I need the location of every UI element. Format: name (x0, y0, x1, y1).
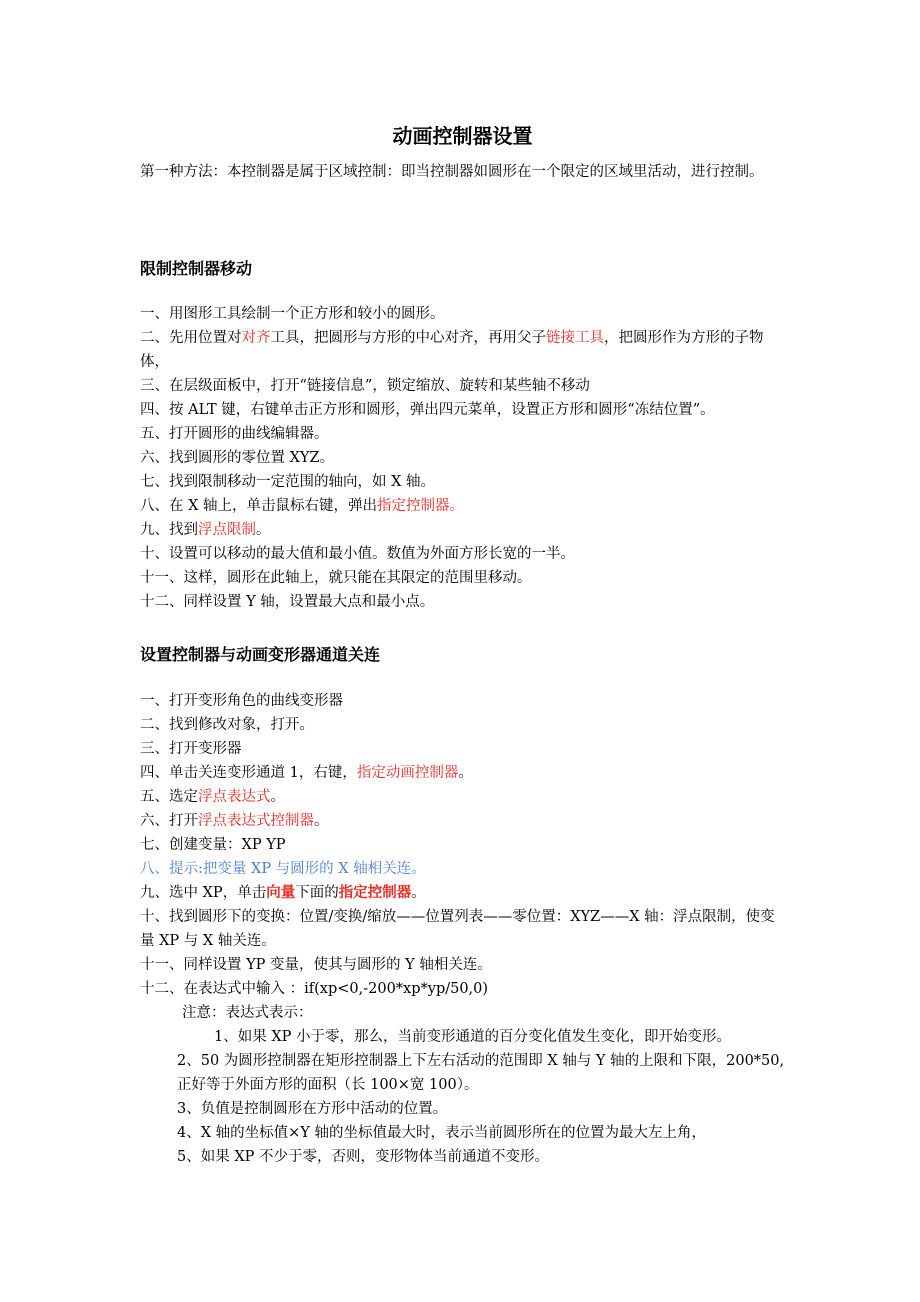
highlight-text: 向量 (266, 884, 296, 901)
list-item: 七、创建变量：XP YP (140, 837, 286, 853)
note-item: 4、X 轴的坐标值×Y 轴的坐标值最大时，表示当前圆形所在的位置为最大左上角， (177, 1125, 706, 1141)
section1-step-list (140, 302, 785, 614)
list-item: 六、找到圆形的零位置 XYZ。 (140, 450, 335, 466)
note-item: 3、负值是控制圆形在方形中活动的位置。 (177, 1101, 448, 1117)
list-item: 十二、在表达式中输入 ：if(xp<0,-200*xp*yp/50,0) (140, 981, 489, 997)
highlight-text: 浮点限制 (198, 522, 256, 538)
highlight-text: 指定控制器。 (377, 498, 465, 514)
list-item: 九、找到浮点限制。 (140, 522, 271, 538)
note-item: 1、如果 XP 小于零，那么，当前变形通道的百分变化值发生变化，即开始变形。 (214, 1029, 732, 1045)
hint-text: 八、提示:把变量 XP 与圆形的 X 轴相关连。 (140, 861, 426, 877)
list-item: 九、选中 XP，单击向量下面的指定控制器。 (140, 884, 426, 901)
highlight-text: 浮点表达式 (198, 789, 271, 805)
note-item: 5、如果 XP 不少于零，否则，变形物体当前通道不变形。 (177, 1149, 550, 1165)
highlight-text: 指定动画控制器 (356, 765, 459, 781)
list-item: 六、打开浮点表达式控制器。 (140, 813, 329, 829)
section2-step-list (140, 689, 785, 1169)
highlight-text: 指定控制器 (338, 884, 412, 901)
highlight-text: 链接工具 (546, 330, 604, 346)
list-item: 八、在 X 轴上，单击鼠标右键，弹出指定控制器。 (140, 498, 465, 514)
list-item: 十一、这样，圆形在此轴上，就只能在其限定的范围里移动。 (140, 570, 532, 586)
list-item: 四、单击关连变形通道 1，右键，指定动画控制器。 (140, 765, 473, 781)
document-title: 动画控制器设置 (392, 124, 533, 148)
list-item: 三、在层级面板中，打开“链接信息”，锁定缩放、旋转和某些轴不移动 (140, 378, 590, 394)
highlight-text: 对齐 (241, 330, 271, 346)
intro-paragraph: 第一种方法：本控制器是属于区域控制：即当控制器如圆形在一个限定的区域里活动，进行控制。 (140, 164, 764, 180)
section-heading-link-controller: 设置控制器与动画变形器通道关连 (140, 645, 381, 664)
list-item: 一、用图形工具绘制一个正方形和较小的圆形。 (140, 306, 445, 322)
list-item: 十、找到圆形下的变换：位置/变换/缩放——位置列表——零位置：XYZ——X 轴：浮点限制，使变量 XP 与 X 轴关连。 (140, 909, 775, 949)
list-item: 二、找到修改对象，打开。 (140, 717, 314, 733)
note-item: 2、50 为圆形控制器在矩形控制器上下左右活动的范围即 X 轴与 Y 轴的上限和下限，200*50,正好等于外面方形的面积（长 100×宽 100）。 (177, 1053, 785, 1093)
list-item: 三、打开变形器 (140, 741, 242, 757)
list-item: 十二、同样设置 Y 轴，设置最大点和最小点。 (140, 594, 435, 610)
section-heading-limit-controller: 限制控制器移动 (140, 259, 253, 278)
list-item: 七、找到限制移动一定范围的轴向，如 X 轴。 (140, 474, 436, 490)
list-item: 二、先用位置对对齐工具，把圆形与方形的中心对齐，再用父子链接工具，把圆形作为方形的子物体， (140, 330, 764, 370)
list-item (140, 857, 785, 881)
notes-heading: 注意：表达式表示： (182, 1005, 313, 1021)
highlight-text: 浮点表达式控制器 (198, 813, 314, 829)
list-item: 十、设置可以移动的最大值和最小值。数值为外面方形长宽的一半。 (140, 546, 575, 562)
list-item: 五、选定浮点表达式。 (140, 789, 285, 805)
list-item: 四、按 ALT 键，右键单击正方形和圆形，弹出四元菜单，设置正方形和圆形“冻结位置”。 (140, 402, 715, 418)
list-item: 十一、同样设置 YP 变量，使其与圆形的 Y 轴相关连。 (140, 957, 492, 973)
list-item: 一、打开变形角色的曲线变形器 (140, 693, 343, 709)
list-item: 五、打开圆形的曲线编辑器。 (140, 426, 329, 442)
